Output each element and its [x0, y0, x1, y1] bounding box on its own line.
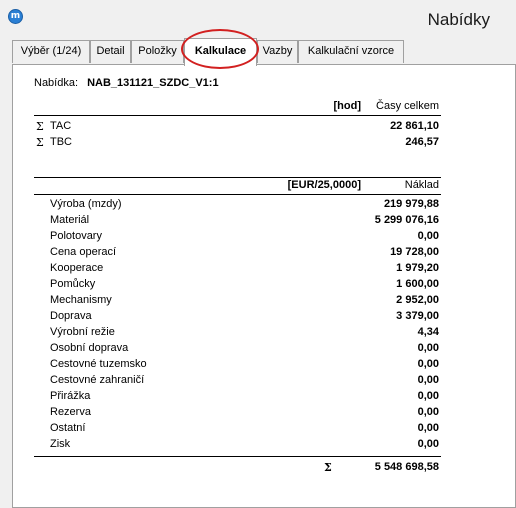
cost-row — [34, 246, 441, 262]
offer-label: Nabídka: — [34, 77, 79, 89]
cost-row — [34, 230, 441, 246]
cost-row — [34, 214, 441, 230]
cost-row-label: Doprava — [50, 310, 92, 322]
cost-row-value: 0,00 — [417, 390, 439, 402]
cost-row-label: Zisk — [50, 438, 71, 450]
cost-row-value: 1 600,00 — [396, 278, 439, 290]
cost-row-label: Přirážka — [50, 390, 91, 402]
cost-row-label: Kooperace — [50, 262, 104, 274]
times-row-label: TBC — [50, 136, 72, 148]
cost-row-value: 0,00 — [417, 406, 439, 418]
cost-row — [34, 310, 441, 326]
cost-row-value: 1 979,20 — [396, 262, 439, 274]
cost-row-label: Výrobní režie — [50, 326, 115, 338]
costs-total-row — [34, 461, 441, 477]
cost-row-label: Cena operací — [50, 246, 117, 258]
tab-kalkulacni-vzorce[interactable]: Kalkulační vzorce — [298, 40, 404, 63]
times-row-label: TAC — [50, 120, 72, 132]
times-column-header: Časy celkem — [376, 100, 439, 112]
cost-row-value: 4,34 — [417, 326, 439, 338]
tab-vyber[interactable]: Výběr (1/24) — [12, 40, 90, 63]
times-row-value: 22 861,10 — [390, 120, 439, 132]
cost-row — [34, 422, 441, 438]
cost-row-label: Výroba (mzdy) — [50, 198, 122, 210]
cost-row-label: Materiál — [50, 214, 90, 226]
calculation-panel — [12, 64, 516, 508]
cost-row — [34, 278, 441, 294]
cost-row — [34, 342, 441, 358]
cost-row-value: 219 979,88 — [383, 198, 439, 210]
sigma-icon: Σ — [36, 136, 44, 149]
offer-row — [34, 77, 219, 89]
cost-row-value: 0,00 — [417, 438, 439, 450]
cost-row-value: 2 952,00 — [396, 294, 439, 306]
cost-row-value: 0,00 — [417, 342, 439, 354]
cost-row-label: Cestovné zahraničí — [50, 374, 145, 386]
times-header — [34, 100, 441, 116]
cost-row-value: 19 728,00 — [390, 246, 439, 258]
cost-row-label: Mechanismy — [50, 294, 112, 306]
times-unit: [hod] — [333, 100, 361, 112]
cost-row-label: Cestovné tuzemsko — [50, 358, 147, 370]
cost-row — [34, 374, 441, 390]
cost-row-value: 0,00 — [417, 358, 439, 370]
title-bar — [0, 0, 516, 36]
costs-top-divider — [34, 177, 441, 178]
cost-row-value: 5 299 076,16 — [374, 214, 439, 226]
cost-row — [34, 406, 441, 422]
cost-row — [34, 198, 441, 214]
sigma-icon: Σ — [324, 461, 332, 474]
tab-detail[interactable]: Detail — [90, 40, 131, 63]
cost-row-label: Ostatní — [50, 422, 86, 434]
cost-row — [34, 294, 441, 310]
cost-row-value: 0,00 — [417, 374, 439, 386]
times-row — [34, 136, 441, 152]
cost-row-value: 3 379,00 — [396, 310, 439, 322]
cost-row — [34, 438, 441, 454]
cost-row-label: Pomůcky — [50, 278, 96, 290]
app-logo-icon[interactable] — [8, 9, 23, 24]
costs-column-header: Náklad — [404, 179, 439, 191]
costs-total-divider — [34, 456, 441, 457]
cost-row-label: Polotovary — [50, 230, 102, 242]
cost-row-label: Osobní doprava — [50, 342, 129, 354]
cost-row — [34, 358, 441, 374]
cost-row-value: 0,00 — [417, 422, 439, 434]
cost-row — [34, 326, 441, 342]
app-logo-letter: m — [10, 11, 21, 21]
offer-value: NAB_131121_SZDC_V1:1 — [87, 77, 219, 89]
times-row-value: 246,57 — [405, 136, 439, 148]
times-row — [34, 120, 441, 136]
costs-total-value: 5 548 698,58 — [374, 461, 439, 473]
window-title: Nabídky — [427, 10, 490, 29]
tab-polozky[interactable]: Položky — [131, 40, 184, 63]
tab-kalkulace[interactable]: Kalkulace — [184, 38, 257, 66]
cost-row — [34, 390, 441, 406]
sigma-icon: Σ — [36, 120, 44, 133]
tab-strip — [0, 38, 516, 65]
cost-row-value: 0,00 — [417, 230, 439, 242]
tab-vazby[interactable]: Vazby — [257, 40, 298, 63]
costs-unit: [EUR/25,0000] — [287, 179, 361, 191]
cost-row — [34, 262, 441, 278]
costs-header — [34, 179, 441, 195]
cost-row-label: Rezerva — [50, 406, 91, 418]
